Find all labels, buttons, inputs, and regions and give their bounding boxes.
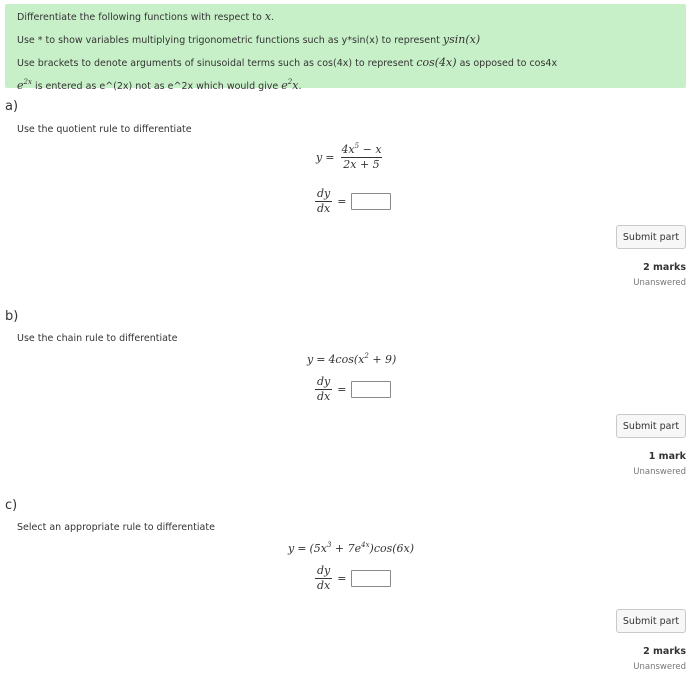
equation-c: y = $(5x^3 + 7e^{4x})\cos(6x)$ [288, 541, 415, 555]
part-label-c: c) [5, 498, 18, 513]
status-a: Unanswered [633, 278, 686, 288]
marks-c: 2 marks [643, 646, 686, 657]
instruction-line-2 [17, 34, 686, 45]
instruction-text: as opposed to cos4x [456, 58, 558, 69]
answer-input-a[interactable] [351, 193, 391, 210]
derivative-row-b: $\frac{dy}{dx}$ = [313, 376, 391, 403]
submit-part-a-button[interactable]: Submit part [616, 225, 686, 249]
equation-a: y = $\frac{4x^5 - x}{2x + 5}$ [316, 142, 382, 171]
math-expression: $e^2x$ [281, 78, 299, 92]
part-prompt-b: Use the chain rule to differentiate [17, 333, 178, 344]
instruction-text: Use * to show variables multiplying trigonometric functions such as y*sin(x) to represent [17, 35, 443, 46]
part-label-a: a) [5, 99, 19, 114]
instruction-text: Use brackets to denote arguments of sinusoidal terms such as cos(4x) to represent [17, 58, 417, 69]
instruction-text: . [271, 12, 275, 23]
instruction-line-1 [17, 11, 686, 22]
instruction-text: is entered as e^(2x) not as e^2x which would give [31, 81, 282, 92]
dy-dx-fraction: $\frac{dy}{dx}$ [317, 375, 331, 403]
math-expression: ysin(x) [442, 33, 481, 46]
status-c: Unanswered [633, 662, 686, 672]
answer-input-c[interactable] [351, 570, 391, 587]
instructions-box [5, 4, 686, 92]
submit-part-b-button[interactable]: Submit part [616, 414, 686, 438]
math-expression: cos(4x) [416, 56, 457, 69]
part-label-b: b) [5, 309, 19, 324]
instruction-line-4 [17, 80, 686, 91]
dy-dx-fraction: $\frac{dy}{dx}$ [317, 564, 331, 592]
answer-input-b[interactable] [351, 381, 391, 398]
dy-dx-fraction: $\frac{dy}{dx}$ [317, 187, 331, 215]
marks-a: 2 marks [643, 262, 686, 273]
submit-part-c-button[interactable]: Submit part [616, 609, 686, 633]
instruction-text: Differentiate the following functions with respect to [17, 12, 265, 23]
status-b: Unanswered [633, 467, 686, 477]
instruction-text: . [298, 81, 302, 92]
fraction: $\frac{4x^5 - x}{2x + 5}$ [341, 142, 382, 171]
marks-b: 1 mark [648, 451, 686, 462]
instruction-line-3 [17, 57, 686, 68]
equation-b: y = $4\cos(x^2 + 9)$ [307, 352, 397, 366]
derivative-row-c: $\frac{dy}{dx}$ = [313, 565, 391, 592]
part-prompt-a: Use the quotient rule to differentiate [17, 124, 192, 135]
part-prompt-c: Select an appropriate rule to differentiate [17, 522, 215, 533]
math-expression: $e^{2x}$ [17, 78, 32, 92]
math-variable: x [264, 10, 272, 23]
derivative-row-a: $\frac{dy}{dx}$ = [313, 188, 391, 215]
